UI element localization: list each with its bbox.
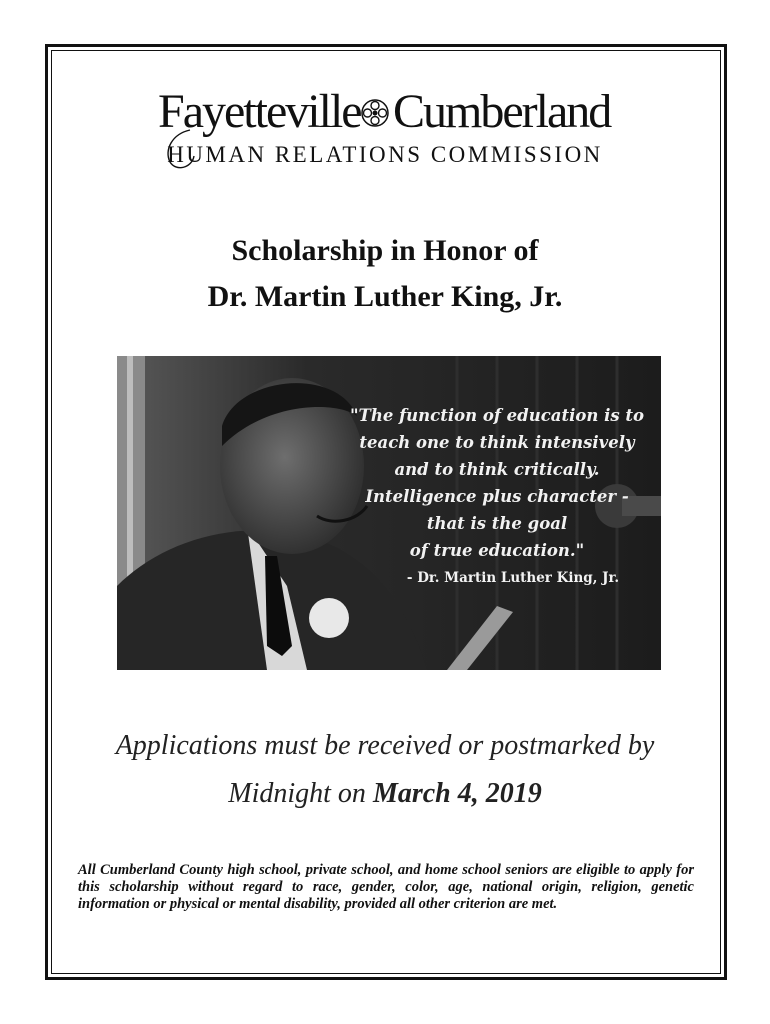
commission-logo: [150, 84, 620, 184]
page-title-line-2: Dr. Martin Luther King, Jr.: [207, 280, 563, 313]
mlk-quote: [347, 402, 647, 564]
deadline-prefix: Midnight on: [228, 778, 373, 809]
mlk-quote-photo: [117, 356, 661, 670]
page-title-line-1: Scholarship in Honor of: [231, 234, 539, 267]
fleur-emblem-icon: [360, 98, 390, 128]
quote-attribution: - Dr. Martin Luther King, Jr.: [406, 570, 620, 586]
quote-line: "The function of education is to: [349, 406, 645, 425]
quote-line: that is the goal: [426, 514, 568, 533]
deadline-line-2: [0, 778, 770, 810]
logo-subtitle: HUMAN RELATIONS COMMISSION: [167, 142, 603, 167]
quote-line: and to think critically.: [394, 460, 600, 479]
quote-line: of true education.": [409, 541, 585, 560]
eligibility-statement: All Cumberland County high school, private school, and home school seniors are eligible to apply for this scholarship without regard to race, gender, color, age, national origin, religion, genetic information or physical or mental disability, provided all other criterion are met.: [78, 862, 694, 912]
quote-line: Intelligence plus character -: [365, 487, 629, 506]
quote-line: teach one to think intensively: [359, 433, 635, 452]
logo-left-word: Fayetteville: [158, 85, 361, 138]
deadline-date: March 4, 2019: [372, 778, 542, 809]
logo-right-word: Cumberland: [393, 85, 611, 138]
deadline-line-1: Applications must be received or postmarked by: [115, 730, 655, 761]
